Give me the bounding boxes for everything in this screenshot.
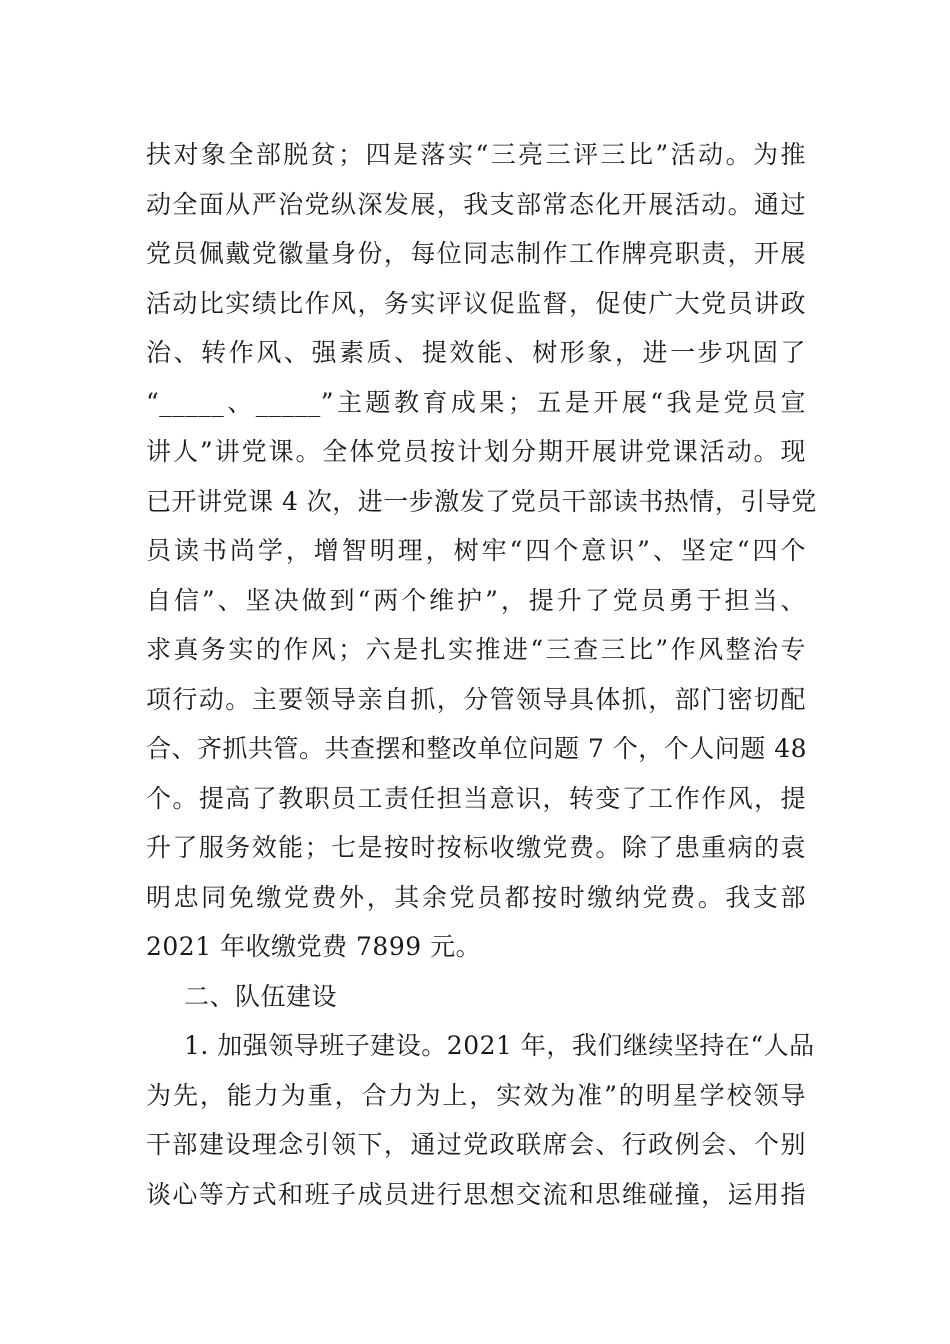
text-line: 谈心等方式和班子成员进行思想交流和思维碰撞，运用指 [146,1179,806,1209]
text-line: 为先，能力为重，合力为上，实效为准”的明星学校领导 [146,1080,806,1110]
text-line: 个。提高了教职员工责任担当意识，转变了工作作风，提 [146,783,806,813]
text-line: 动全面从严治党纵深发展，我支部常态化开展活动。通过 [146,189,806,219]
text-line: 治、转作风、强素质、提效能、树形象，进一步巩固了 [146,338,806,367]
text-line: 明忠同免缴党费外，其余党员都按时缴纳党费。我支部 [146,882,806,912]
text-line: 员读书尚学，增智明理，树牢“四个意识”、坚定“四个 [146,536,806,565]
text-line: 活动比实绩比作风，务实评议促监督，促使广大党员讲政 [146,288,806,318]
text-line: 求真务实的作风；六是扎实推进“三查三比”作风整治专 [146,635,806,664]
text-line: 2021 年收缴党费 7899 元。 [146,932,482,961]
text-line: 党员佩戴党徽量身份，每位同志制作工作牌亮职责，开展 [146,239,806,268]
text-line: “_____、_____”主题教育成果；五是开展“我是党员宣 [146,387,806,417]
text-line: 已开讲党课 4 次，进一步激发了党员干部读书热情，引导党 [146,486,817,516]
text-line: 自信”、坚决做到“两个维护”，提升了党员勇于担当、 [146,585,806,615]
text-line: 1. 加强领导班子建设。2021 年，我们继续坚持在“人品 [184,1031,815,1060]
text-line: 扶对象全部脱贫；四是落实“三亮三评三比”活动。为推 [146,140,806,169]
text-line: 项行动。主要领导亲自抓，分管领导具体抓，部门密切配 [146,684,806,714]
section-heading: 二、队伍建设 [184,981,338,1011]
text-line: 讲人”讲党课。全体党员按计划分期开展讲党课活动。现 [146,437,806,466]
text-line: 升了服务效能；七是按时按标收缴党费。除了患重病的袁 [146,833,806,862]
text-line: 干部建设理念引领下，通过党政联席会、行政例会、个别 [146,1130,806,1159]
text-line: 合、齐抓共管。共查摆和整改单位问题 7 个，个人问题 48 [146,734,808,763]
body-text [146,130,817,1219]
